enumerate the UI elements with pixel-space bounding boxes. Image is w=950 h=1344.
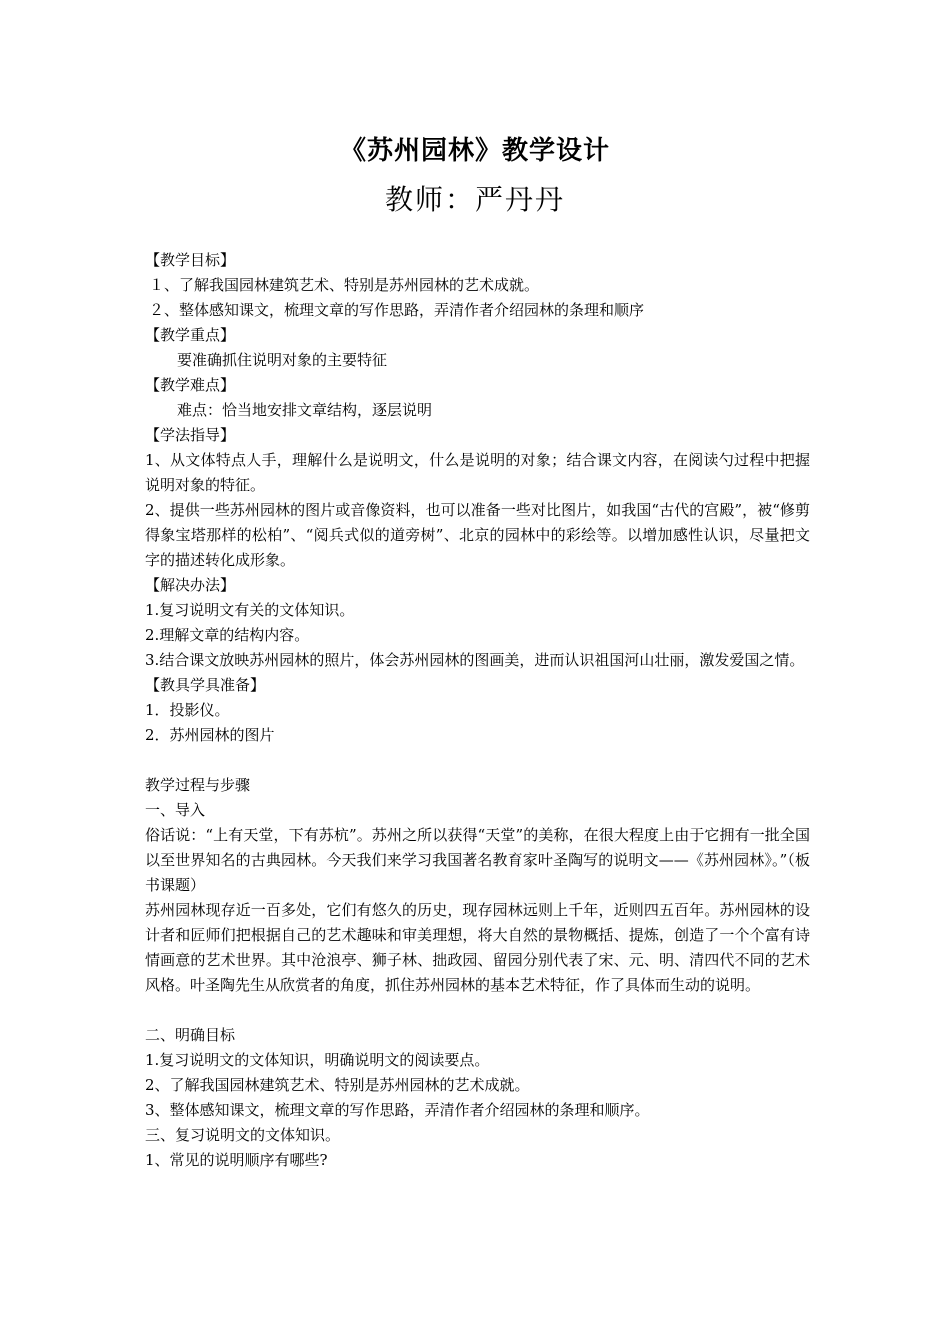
process-heading: 教学过程与步骤 [145,776,251,794]
goal-item-3: 3、整体感知课文，梳理文章的写作思路，弄清作者介绍园林的条理和顺序。 [145,1101,650,1119]
solution-item-3: 3.结合课文放映苏州园林的照片，体会苏州园林的图画美，进而认识祖国河山壮丽，激发爱国之情。 [145,651,805,669]
goal-item-2: 2、了解我国园林建筑艺术、特别是苏州园林的艺术成就。 [145,1076,530,1094]
materials-heading: 【教具学具准备】 [145,676,266,694]
teacher-name: 教师：严丹丹 [384,183,565,216]
solutions-heading: 【解决办法】 [145,576,236,594]
intro-paragraph-2: 苏州园林现存近一百多处，它们有悠久的历史，现存园林远则上千年，近则四五百年。苏州园林的设计者和匠师们把根据自己的艺术趣味和审美理想，将大自然的景物概括、提炼，创造了一个个富有诗情画意的艺术世界。其中沧浪亭、狮子林、拙政园、留园分别代表了宋、元、明、清四代不同的艺术风格。叶圣陶先生从欣赏者的角度，抓住苏州园林的基本艺术特征，作了具体而生动的说明。 [145,901,810,994]
material-item-2: 2．苏州园林的图片 [145,726,275,744]
intro-paragraph-1: 俗话说：“上有天堂，下有苏杭”。苏州之所以获得“天堂”的美称，在很大程度上由于它拥有一批全国以至世界知名的古典园林。今天我们来学习我国著名教育家叶圣陶写的说明文——《苏州园林》。”（板书课题） [145,826,810,894]
study-guide-heading: 【学法指导】 [145,426,236,444]
goals-heading: 二、明确目标 [145,1026,236,1044]
goal-item-1: 1.复习说明文的文体知识，明确说明文的阅读要点。 [145,1051,490,1069]
key-points-heading: 【教学重点】 [145,326,236,344]
study-guide-paragraph-2: 2、提供一些苏州园林的图片或音像资料，也可以准备一些对比图片，如我国“古代的宫殿”，被“修剪得象宝塔那样的松柏”、“阅兵式似的道旁树”、北京的园林中的彩绘等。以增加感性认识，尽量把文字的描述转化成形象。 [145,501,810,569]
spacer [145,748,810,773]
material-item-1: 1．投影仪。 [145,701,230,719]
key-points-text: 要准确抓住说明对象的主要特征 [177,351,388,369]
spacer [145,998,810,1023]
review-question-1: 1、常见的说明顺序有哪些? [145,1151,328,1169]
objective-item-1: １、了解我国园林建筑艺术、特别是苏州园林的艺术成就。 [149,276,540,294]
objectives-heading: 【教学目标】 [145,251,236,269]
review-heading: 三、复习说明文的文体知识。 [145,1126,341,1144]
solution-item-1: 1.复习说明文有关的文体知识。 [145,601,355,619]
document-body [145,248,810,1173]
document-title: 《苏州园林》教学设计 [339,136,610,166]
study-guide-paragraph-1: 1、从文体特点人手，理解什么是说明文，什么是说明的对象；结合课文内容，在阅读勺过程中把握说明对象的特征。 [145,451,810,494]
objective-item-2: ２、整体感知课文，梳理文章的写作思路，弄清作者介绍园林的条理和顺序 [149,301,645,319]
solution-item-2: 2.理解文章的结构内容。 [145,626,310,644]
difficulties-text: 难点：恰当地安排文章结构，逐层说明 [177,401,433,419]
intro-heading: 一、导入 [145,801,206,819]
difficulties-heading: 【教学难点】 [145,376,236,394]
